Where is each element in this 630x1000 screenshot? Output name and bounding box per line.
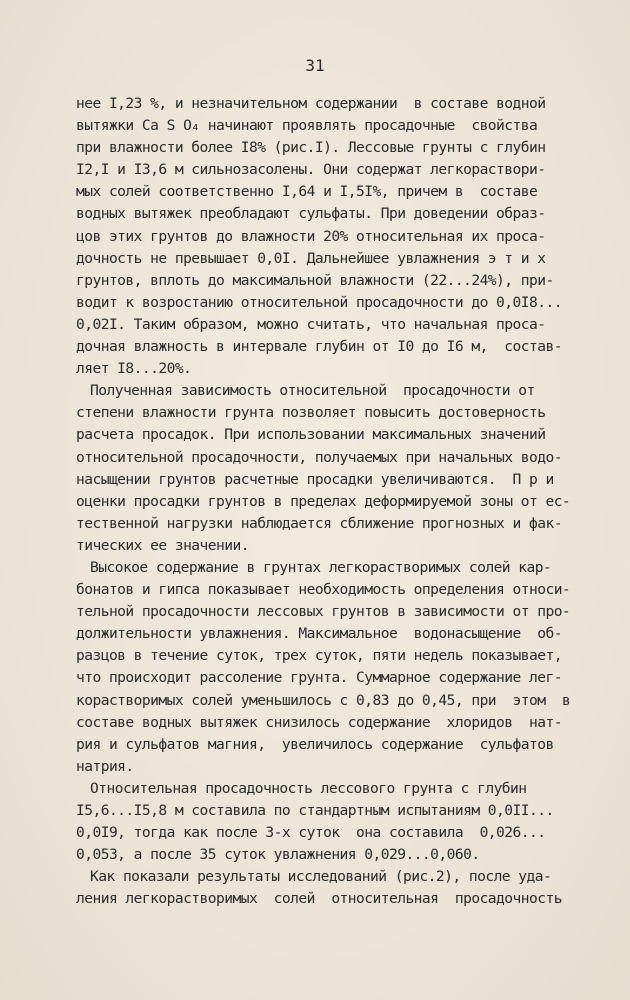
text-line: 0,02I. Таким образом, можно считать, что начальная проса- [76, 315, 546, 333]
text-line: при влажности более I8% (рис.I). Лессовые грунты с глубин [76, 139, 546, 157]
text-line: ления легкорастворимых солей относительная просадочность [76, 890, 562, 908]
text-line: Полученная зависимость относительной просадочности от [90, 382, 535, 400]
text-line: дочность не превышает 0,0I. Дальнейшее увлажнения э т и х [76, 249, 546, 267]
text-line: Как показали результаты исследований (рис.2), после уда- [90, 868, 552, 886]
text-line: I5,6...I5,8 м составила по стандартным испытаниям 0,0II... [76, 802, 554, 819]
text-line: водных вытяжек преобладают сульфаты. При доведении образ- [76, 205, 546, 223]
text-line: должительности увлажнения. Максимальное водонасыщение об- [76, 625, 562, 643]
text-line: Высокое содержание в грунтах легкорастворимых солей кар- [90, 558, 552, 576]
text-line: грунтов, вплоть до максимальной влажности (22...24%), при- [76, 271, 554, 289]
text-line: I2,I и I3,6 м сильнозасолены. Они содержат легкораствори- [76, 161, 546, 179]
text-line: корастворимых солей уменьшилось с 0,83 до 0,45, при этом в [76, 691, 571, 709]
body-text [76, 93, 616, 910]
text-line: цов этих грунтов до влажности 20% относительная их проса- [76, 227, 546, 245]
text-line: дочная влажность в интервале глубин от I0 до I6 м, состав- [76, 338, 562, 356]
text-line: тественной нагрузки наблюдается сближение прогнозных и фак- [76, 514, 562, 532]
text-line: относительной просадочности, получаемых при начальных водо- [76, 448, 562, 466]
text-line: расчета просадок. При использовании максимальных значений [76, 426, 546, 444]
text-line: составе водных вытяжек снизилось содержание хлоридов нат- [76, 713, 562, 731]
text-line: рия и сульфатов магния, увеличилось содержание сульфатов [76, 735, 554, 753]
text-line: бонатов и гипса показывает необходимость определения относи- [76, 581, 571, 599]
text-line: оценки просадки грунтов в пределах деформируемой зоны от ес- [76, 492, 571, 510]
text-line: тельной просадочности лессовых грунтов в зависимости от про- [76, 603, 571, 621]
text-line: разцов в течение суток, трех суток, пяти недель показывает, [76, 647, 562, 665]
text-line: степени влажности грунта позволяет повысить достоверность [76, 404, 546, 422]
text-line: насыщении грунтов расчетные просадки увеличиваются. П р и [76, 470, 554, 488]
text-line: 0,0I9, тогда как после 3-х суток она составила 0,026... [76, 824, 546, 842]
text-line: что происходит рассоление грунта. Суммарное содержание лег- [76, 669, 562, 687]
text-line: тических ее значении. [76, 536, 249, 554]
text-line: ляет I8...20%. [76, 360, 192, 378]
text-line: 0,053, а после 35 суток увлажнения 0,029...0,060. [76, 846, 480, 864]
text-line: нее I,23 %, и незначительном содержании в составе водной [76, 95, 546, 112]
text-line: натрия. [76, 757, 134, 775]
text-line: мых солей соответственно I,64 и I,5I%, причем в составе [76, 183, 538, 201]
page-number: 31 [305, 56, 325, 75]
text-line: вытяжки Ca S O₄ начинают проявлять просадочные свойства [76, 117, 538, 135]
text-line: Относительная просадочность лессового грунта с глубин [90, 779, 527, 797]
text-line: водит к возростанию относительной просадочности до 0,0I8... [76, 293, 562, 311]
